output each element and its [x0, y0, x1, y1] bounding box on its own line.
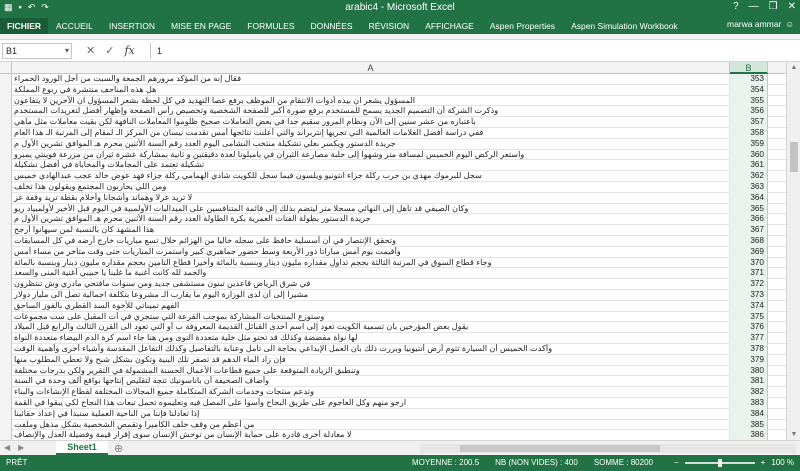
cell-b[interactable]: 358	[730, 128, 768, 139]
window-controls	[733, 1, 796, 12]
table-row	[0, 182, 786, 193]
cell-b[interactable]: 359	[730, 139, 768, 150]
cell-a[interactable]: المسؤول يشعر ان بيده أدوات الانتقام من الموظف برفع عصا التهديد في كل لحظة بشعر المسؤول ان الآخرين لا يتفاعون	[12, 96, 730, 107]
restore-button[interactable]: ❐	[768, 1, 778, 12]
table-row	[0, 74, 786, 85]
status-ready: PRÊT	[6, 458, 28, 467]
cell-a[interactable]: يقول بعض المؤرخين بأن تسمية الكويت تعود إلى اسم أحدى القبائل القديمة المعروفة ب أو التي تعود الى القرن الثالث والرابع قبل الميلاد	[12, 322, 730, 333]
cell-a[interactable]: باعتباره من عشر سنين إلى الآن ونظام المرور سقيم جدا في بعض التعاملات صحيح ظلوموا المعاملات النافهة لكن بقيت معاملات مثل ماهي	[12, 117, 730, 128]
row-header[interactable]	[0, 279, 12, 290]
cell-b[interactable]: 368	[730, 236, 768, 247]
row-header[interactable]	[0, 366, 12, 377]
row-header[interactable]	[0, 247, 12, 258]
cell-a[interactable]: هذا المشهد كان بالنسبة لمن سيهانوا أرجح	[12, 225, 730, 236]
tab-aspen-properties[interactable]: Aspen Properties	[489, 21, 556, 31]
cell-b[interactable]: 373	[730, 290, 768, 301]
cell-a[interactable]: وستوزع المنتخبات المشاركة بموجب القرعة التي ستجري في أت المقبل على ست مجموعات	[12, 312, 730, 323]
cell-b[interactable]: 363	[730, 182, 768, 193]
cell-a[interactable]: وتنطبق الزيادة المتوقعة على جميع قطاعات الأعمال الحسنة المشمولة في التقرير ولكن بدرجات مختلفة	[12, 366, 730, 377]
table-row	[0, 106, 786, 117]
zoom-level: 100 %	[771, 458, 794, 467]
cell-b[interactable]: 383	[730, 398, 768, 409]
table-row	[0, 247, 786, 258]
zoom-in-icon[interactable]: +	[760, 458, 766, 467]
row-header[interactable]	[0, 150, 12, 161]
cell-b[interactable]: 384	[730, 409, 768, 420]
row-header[interactable]	[0, 333, 12, 344]
chevron-down-icon[interactable]: ▾	[64, 46, 69, 55]
cell-a[interactable]: وأكدت الخميس أن السيارة تتوم أرض أنتيوبيا وبررت ذلك بأن العمل الإبداعي بحاجة الى تأمل وعناية بالتفاصيل وكذلك التفاعل المقدسة وأشياء أخرى وأهمية الوقت	[12, 344, 730, 355]
table-row	[0, 139, 786, 150]
cell-a[interactable]: وأضاف الصحيفة أن باناسونيك تتجه لتقليص إنتاجها بواقع ألف وحدة في السنة	[12, 376, 730, 387]
table-row	[0, 376, 786, 387]
add-sheet-icon[interactable]: ⊕	[114, 443, 124, 455]
cell-b[interactable]: 361	[730, 160, 768, 171]
tab-fichier[interactable]: FICHIER	[0, 18, 48, 34]
cell-b[interactable]: 362	[730, 171, 768, 182]
table-row	[0, 290, 786, 301]
cell-a[interactable]: ومن اللي يحاربون المجتمع ويقولون هذا تخلف	[12, 182, 730, 193]
status-bar	[0, 455, 800, 471]
select-all-corner[interactable]	[0, 62, 12, 74]
table-row	[0, 258, 786, 269]
scroll-up-icon[interactable]: ▲	[790, 64, 798, 71]
tab-accueil[interactable]: ACCUEIL	[56, 21, 93, 31]
row-header[interactable]	[0, 214, 12, 225]
tab-donnees[interactable]: DONNÉES	[310, 21, 353, 31]
table-row	[0, 117, 786, 128]
row-header[interactable]	[0, 139, 12, 150]
column-header-b[interactable]: B	[730, 62, 768, 74]
save-icon[interactable]: ▪	[18, 2, 22, 12]
cell-a[interactable]: وكان الصيفي قد تأهل إلى النهائي مسجلا متر ليتضم بذلك إلى قائمة المتنافسين على الميداليات الأولمبية في اليوم قبل الأخير لأولمبياد ريو	[12, 204, 730, 215]
table-row	[0, 430, 786, 440]
cell-a[interactable]: والحمد لله كانت أغنية ما غلينا يا حبيبي أغنية المنى والسعد	[12, 268, 730, 279]
cell-b[interactable]: 367	[730, 225, 768, 236]
cell-a[interactable]: في شرق الرياض قاعدين تبنون مستشفى جديد ومن سنوات مافتحي مادري وش تنتظرون	[12, 279, 730, 290]
row-header[interactable]	[0, 225, 12, 236]
table-row	[0, 193, 786, 204]
cell-a[interactable]: لها نواة مفضضة وكذلك قد تحتو مثل خلية متعددة النوى ومن هنا جاء اسم كرة الدم البيضاء متعددة النواة	[12, 333, 730, 344]
cell-b[interactable]: 386	[730, 430, 768, 440]
cell-a[interactable]: وتدعم منتجات وخدمات الشركة المتكاملة جميع المجالات المختلفة لقطاع الإنشاءات والبناء	[12, 387, 730, 398]
cell-a[interactable]: واستعر الركض اليوم الخميس لمسافة متر وشهوا إلى حلبة مصارعة الثيران في بامبلونا لعدة دقيقتين و ثانية بمشاركة عشرة ثيران من مزرعة فوينتي يمبرو	[12, 150, 730, 161]
ribbon-tabs	[0, 16, 800, 34]
row-header[interactable]	[0, 128, 12, 139]
sheet-tabs-bar	[0, 440, 800, 455]
zoom-slider[interactable]	[685, 462, 755, 464]
cell-a[interactable]: جريدة الدستور بطولة الفتات العمرية بكرة الطاولة العدد رقم السنة الأثنين محرم هـ الموافق تشرين الأول م	[12, 214, 730, 225]
tab-insertion[interactable]: INSERTION	[108, 21, 155, 31]
formula-controls	[86, 44, 135, 57]
cell-a[interactable]: ارجو منهم وكل العاجوم على طريق البحاح وأسوا على المصل فيه وتعليموه تحمل تبعات هذا النجاح لكي يبقوا في القمة	[12, 398, 730, 409]
table-row	[0, 312, 786, 323]
user-account[interactable]	[727, 19, 794, 29]
zoom-control	[674, 458, 794, 467]
cell-a[interactable]: سجل للبرموك مهدي بن حرب ركلة جزاء انتونيو ويلسون فيما سجل للكويت شادي الهمامي ركلة جزاء فهد عوض خالد عجب عبدالهادي خميس	[12, 171, 730, 182]
row-header[interactable]	[0, 117, 12, 128]
table-row	[0, 387, 786, 398]
row-header[interactable]	[0, 85, 12, 96]
table-row	[0, 171, 786, 182]
cell-b[interactable]: 353	[730, 74, 768, 85]
row-header[interactable]	[0, 344, 12, 355]
horizontal-scrollbar[interactable]	[420, 444, 796, 453]
row-header[interactable]	[0, 398, 12, 409]
cell-b[interactable]: 360	[730, 150, 768, 161]
table-row	[0, 214, 786, 225]
column-headers	[0, 62, 800, 74]
status-count: NB (NON VIDES) : 400	[495, 458, 578, 467]
row-header[interactable]	[0, 204, 12, 215]
zoom-out-icon[interactable]: −	[673, 458, 679, 467]
row-header[interactable]	[0, 420, 12, 431]
cell-b[interactable]: 355	[730, 96, 768, 107]
cell-a[interactable]: مشيرا إلى أن لدى الوزارة اليوم ما يقارب الـ مشروعا بتكلفة اجمالية تصل الى مليار دولار	[12, 290, 730, 301]
cell-b[interactable]: 354	[730, 85, 768, 96]
table-row	[0, 96, 786, 107]
cell-b[interactable]: 375	[730, 312, 768, 323]
cell-b[interactable]: 365	[730, 204, 768, 215]
row-header[interactable]	[0, 236, 12, 247]
table-row	[0, 279, 786, 290]
table-row	[0, 268, 786, 279]
table-row	[0, 366, 786, 377]
row-header[interactable]	[0, 290, 12, 301]
previous-sheet-icon[interactable]: ◀	[4, 443, 11, 452]
sheet-navigation	[4, 443, 24, 452]
cell-a[interactable]: وتحقق الإنتصار في أن أسسلية حافظ على سجله خاليا من الهزائم خلال تسع مباريات خارج أرضه في كل المسابقات	[12, 236, 730, 247]
cell-b[interactable]: 370	[730, 258, 768, 269]
table-row	[0, 85, 786, 96]
row-header[interactable]	[0, 171, 12, 182]
vertical-scrollbar[interactable]	[786, 62, 800, 440]
title-bar	[0, 0, 800, 16]
help-button[interactable]: ?	[733, 1, 739, 12]
status-stats	[412, 458, 653, 467]
cell-a[interactable]: ففي دراسة أفضل العلامات العالمية التي تجريها إنتربراند والتي أعلنت نتائجها أمس تقدمت نيسان من المركز الـ لمقام إلى المرتبة الـ هذا العام	[12, 128, 730, 139]
cell-b[interactable]: 372	[730, 279, 768, 290]
row-header[interactable]	[0, 96, 12, 107]
horizontal-scroll-thumb[interactable]	[460, 445, 660, 452]
cell-b[interactable]: 377	[730, 333, 768, 344]
excel-logo-icon: ▦	[4, 2, 13, 12]
user-avatar-icon: ☺	[785, 19, 794, 29]
row-header[interactable]	[0, 182, 12, 193]
cell-a[interactable]: لا تريد عرلا وهماند وأشجانا وأحلام بقطة تريد وقفة عز	[12, 193, 730, 204]
row-header[interactable]	[0, 193, 12, 204]
cell-b[interactable]: 366	[730, 214, 768, 225]
user-name: marwa ammar	[727, 19, 782, 29]
cell-a[interactable]: هل هذه المناحف منتشرة في ربوع المملكة	[12, 85, 730, 96]
table-row	[0, 225, 786, 236]
row-header[interactable]	[0, 312, 12, 323]
cell-b[interactable]: 380	[730, 366, 768, 377]
cell-b[interactable]: 379	[730, 355, 768, 366]
tab-aspen-simulation-workbook[interactable]: Aspen Simulation Workbook	[571, 21, 678, 31]
table-row	[0, 150, 786, 161]
table-row	[0, 236, 786, 247]
cell-a[interactable]: وأقيمت يوم أمس مباراتا دور الأربعة وسط حضور جماهيري كبير واستمرت المباريات حتى وقت متأخر من مساء أمس	[12, 247, 730, 258]
table-row	[0, 204, 786, 215]
cell-a[interactable]: تشكيلة تعتمد على المجاملات والمحاباة في أفضل تشكيلة	[12, 160, 730, 171]
cell-a[interactable]: من أعظم من وقف خلف الكاميرا وتقمص الشخصية بشكل مذهل وملفت	[12, 420, 730, 431]
redo-icon[interactable]: ↷	[41, 2, 49, 12]
window-title: arabic4 - Microsoft Excel	[345, 2, 455, 13]
next-sheet-icon[interactable]: ▶	[18, 443, 25, 452]
row-header[interactable]	[0, 409, 12, 420]
row-header[interactable]	[0, 258, 12, 269]
scroll-down-icon[interactable]: ▼	[790, 431, 798, 438]
cell-a[interactable]: وجاء قطاع السوق في المرتبة الثالثة بحجم تداول مقداره مليون دينار وبنسبة بالمائة وأخيرا قطاع التأمين بحجم مقداره مليون دينار وبنسبة بالمائة	[12, 258, 730, 269]
tab-formules[interactable]: FORMULES	[247, 21, 295, 31]
status-average: MOYENNE : 200.5	[412, 458, 480, 467]
tab-mise-en-page[interactable]: MISE EN PAGE	[170, 21, 232, 31]
table-row	[0, 398, 786, 409]
table-row	[0, 409, 786, 420]
cancel-icon[interactable]: ✕	[86, 45, 96, 57]
table-row	[0, 128, 786, 139]
column-header-a[interactable]: A	[12, 62, 730, 74]
cell-b[interactable]: 376	[730, 322, 768, 333]
cell-b[interactable]: 357	[730, 117, 768, 128]
table-row	[0, 160, 786, 171]
cell-b[interactable]: 385	[730, 420, 768, 431]
table-row	[0, 333, 786, 344]
cell-a[interactable]: جريدة الدستور ويكسر بعلي تشكيلة منتخب النشامى اليوم العدد رقم السنة الأثنين محرم هـ الموافق تشرين الأول م	[12, 139, 730, 150]
row-header[interactable]	[0, 301, 12, 312]
row-header[interactable]	[0, 355, 12, 366]
name-box[interactable]	[2, 43, 72, 59]
row-header[interactable]	[0, 74, 12, 85]
cell-a[interactable]: الفهم تميناتي للأخوة السد القطري بالفوز الساحق	[12, 301, 730, 312]
row-header[interactable]	[0, 268, 12, 279]
cell-b[interactable]: 378	[730, 344, 768, 355]
row-header[interactable]	[0, 322, 12, 333]
formula-input[interactable]: 1	[150, 43, 796, 59]
row-header[interactable]	[0, 387, 12, 398]
undo-icon[interactable]: ↶	[27, 2, 36, 12]
sheet-tab-sheet1[interactable]: Sheet1	[56, 441, 108, 455]
cell-a[interactable]: إذا تعادلنا فإننا من الناحية العملية سنبدأ في إعداد حقائبنا	[12, 409, 730, 420]
cell-a[interactable]: فقال إنه من المؤكد مرورهم الجمعة والسبت من أجل الورود الحمراء	[12, 74, 730, 85]
zoom-slider-knob[interactable]	[718, 459, 722, 467]
cell-b[interactable]: 369	[730, 247, 768, 258]
cell-a[interactable]: فإن زاد الماء الدهم قد تصفر تلك البنية وتكون بشكل شبح ولا تعطي المطلوب منها	[12, 355, 730, 366]
close-button[interactable]: ✕	[787, 1, 796, 12]
spreadsheet-grid[interactable]	[0, 74, 786, 440]
row-header[interactable]	[0, 106, 12, 117]
cell-a[interactable]: وذكرت الشركة أن التصميم الجديد يسمح للمستخدم برفع صورة أكبر للصفحة الشخصية وتخصيص رأس الصفحة وإظهار أفضل لتغريدات المستخدم	[12, 106, 730, 117]
tab-affichage[interactable]: AFFICHAGE	[425, 21, 474, 31]
cell-b[interactable]: 381	[730, 376, 768, 387]
name-box-value: B1	[6, 46, 18, 56]
table-row	[0, 420, 786, 431]
cell-b[interactable]: 356	[730, 106, 768, 117]
row-header[interactable]	[0, 376, 12, 387]
cell-b[interactable]: 364	[730, 193, 768, 204]
row-header[interactable]	[0, 160, 12, 171]
formula-bar	[0, 40, 800, 62]
cell-b[interactable]: 371	[730, 268, 768, 279]
minimize-button[interactable]: —	[748, 1, 759, 12]
table-row	[0, 344, 786, 355]
confirm-icon[interactable]: ✓	[105, 45, 115, 57]
cell-b[interactable]: 374	[730, 301, 768, 312]
status-sum: SOMME : 80200	[593, 458, 653, 467]
vertical-scroll-thumb[interactable]	[790, 142, 798, 172]
cell-a[interactable]: لا معادلة أخرى قادرة على حماية الإنسان من توحش الإنسان سوى إقرار قيمة وفضيلة العدل والإنصاف	[12, 430, 730, 440]
table-row	[0, 322, 786, 333]
cell-b[interactable]: 382	[730, 387, 768, 398]
insert-function-icon[interactable]: fx	[124, 44, 135, 57]
tab-revision[interactable]: RÉVISION	[368, 21, 410, 31]
table-row	[0, 301, 786, 312]
row-header[interactable]	[0, 430, 12, 440]
table-row	[0, 355, 786, 366]
